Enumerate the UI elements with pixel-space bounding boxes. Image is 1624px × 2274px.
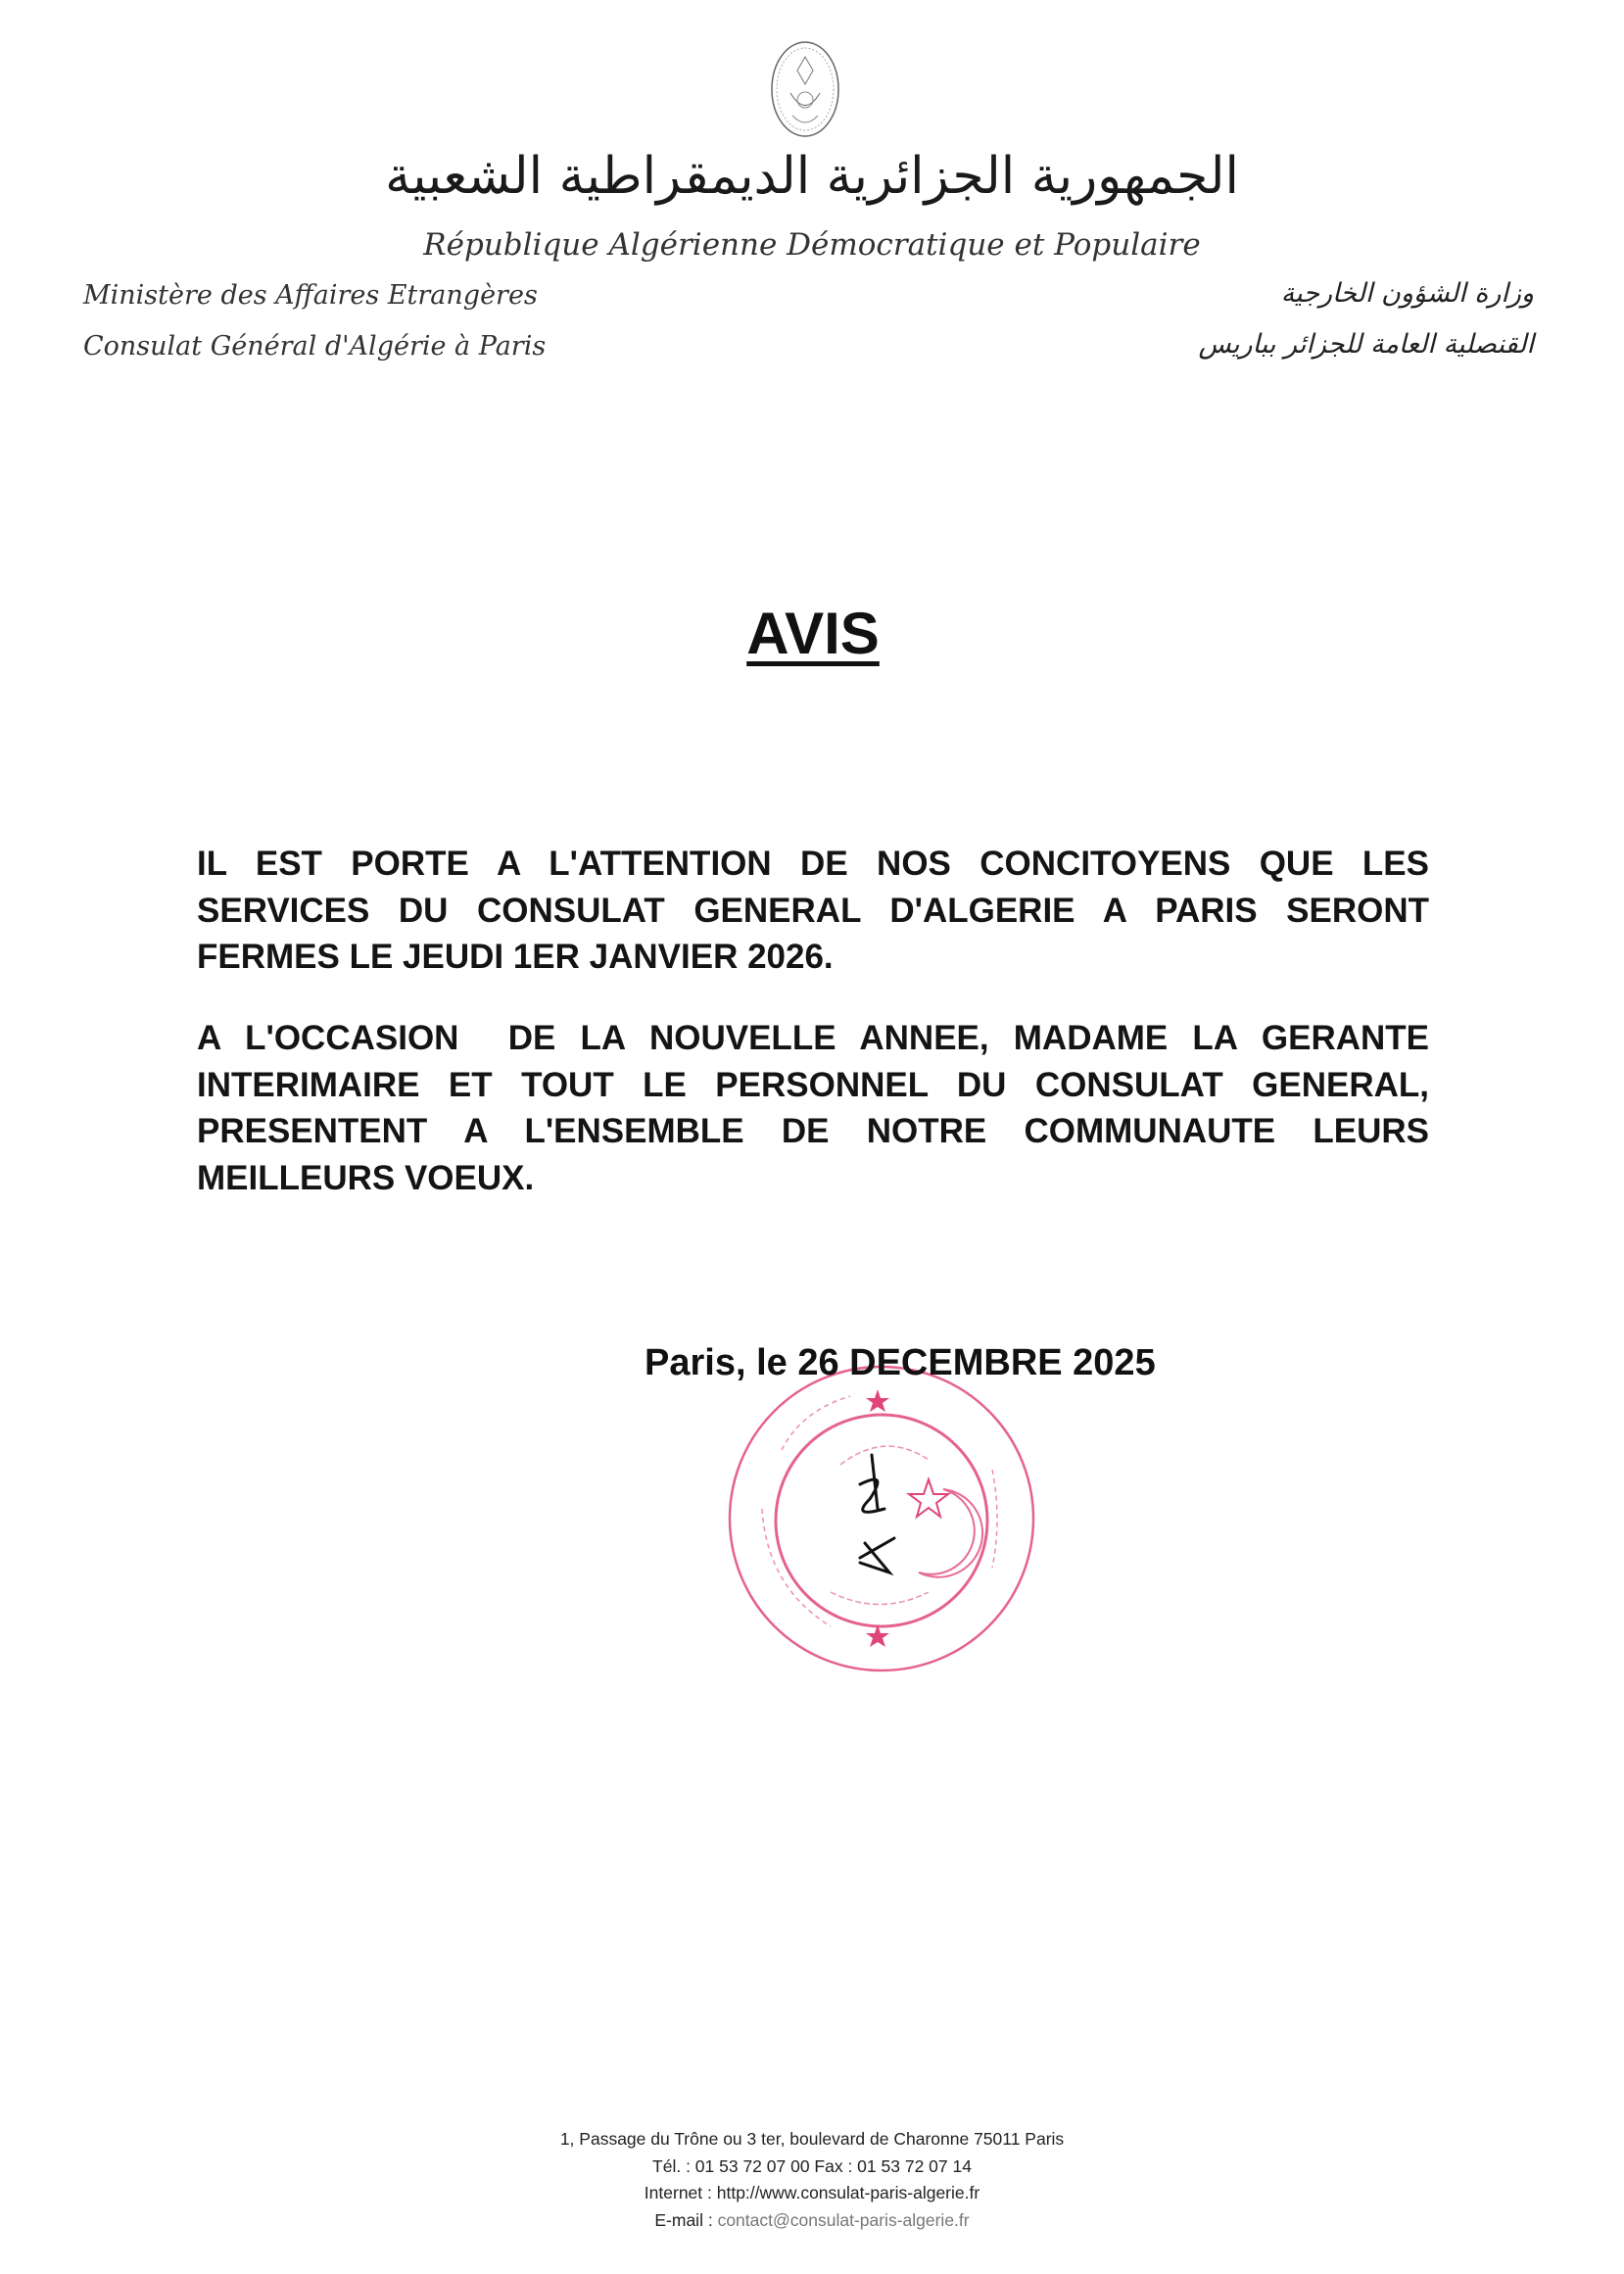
consulate-name: Consulat Général d'Algérie à Paris: [83, 331, 547, 362]
paragraph-line: SERVICES DU CONSULAT GENERAL D'ALGERIE A PARIS SERONT: [197, 891, 1429, 930]
email-label: E-mail :: [654, 2209, 718, 2230]
ministry-name: Ministère des Affaires Etrangères: [83, 280, 538, 311]
website-link[interactable]: http://www.consulat-paris-algerie.fr: [716, 2183, 980, 2202]
paragraph-line: IL EST PORTE A L'ATTENTION DE NOS CONCITOYENS QUE LES: [197, 845, 1429, 883]
internet-label: Internet :: [644, 2183, 717, 2202]
footer-phone-fax: Tél. : 01 53 72 07 00 Fax : 01 53 72 07 14: [652, 2155, 972, 2176]
notice-title: AVIS: [746, 601, 880, 666]
footer-address: 1, Passage du Trône ou 3 ter, boulevard de Charonne 75011 Paris: [559, 2129, 1065, 2149]
notice-paragraph-wishes: [197, 1015, 1429, 1201]
paragraph-line: INTERIMAIRE ET TOUT LE PERSONNEL DU CONSULAT GENERAL,: [197, 1065, 1429, 1104]
signature: [860, 1455, 894, 1572]
footer-internet: [420, 2180, 1204, 2207]
paragraph-line: FERMES LE JEUDI 1ER JANVIER 2026.: [197, 938, 834, 976]
ministry-name-arabic: وزارة الشؤون الخارجية: [1280, 278, 1534, 309]
email-link[interactable]: contact@consulat-paris-algerie.fr: [717, 2209, 970, 2230]
paragraph-line: PRESENTENT A L'ENSEMBLE DE NOTRE COMMUNAUTE LEURS: [197, 1112, 1429, 1150]
footer-contact: [420, 2126, 1204, 2234]
consulate-name-arabic: القنصلية العامة للجزائر بباريس: [1198, 329, 1534, 360]
consulate-stamp-icon: [723, 1362, 1046, 1675]
paragraph-line: A L'OCCASION DE LA NOUVELLE ANNEE, MADAME LA GERANTE: [197, 1019, 1429, 1057]
algeria-emblem-icon: [769, 39, 841, 139]
footer-email: [420, 2207, 1204, 2235]
french-republic-title: République Algérienne Démocratique et Populaire: [423, 227, 1201, 263]
arabic-republic-title: الجمهورية الجزائرية الديمقراطية الشعبية: [385, 147, 1239, 206]
notice-date: Paris, le 26 DECEMBRE 2025: [645, 1342, 1156, 1383]
notice-paragraph-closure: [197, 841, 1429, 981]
paragraph-line: MEILLEURS VOEUX.: [197, 1158, 535, 1197]
